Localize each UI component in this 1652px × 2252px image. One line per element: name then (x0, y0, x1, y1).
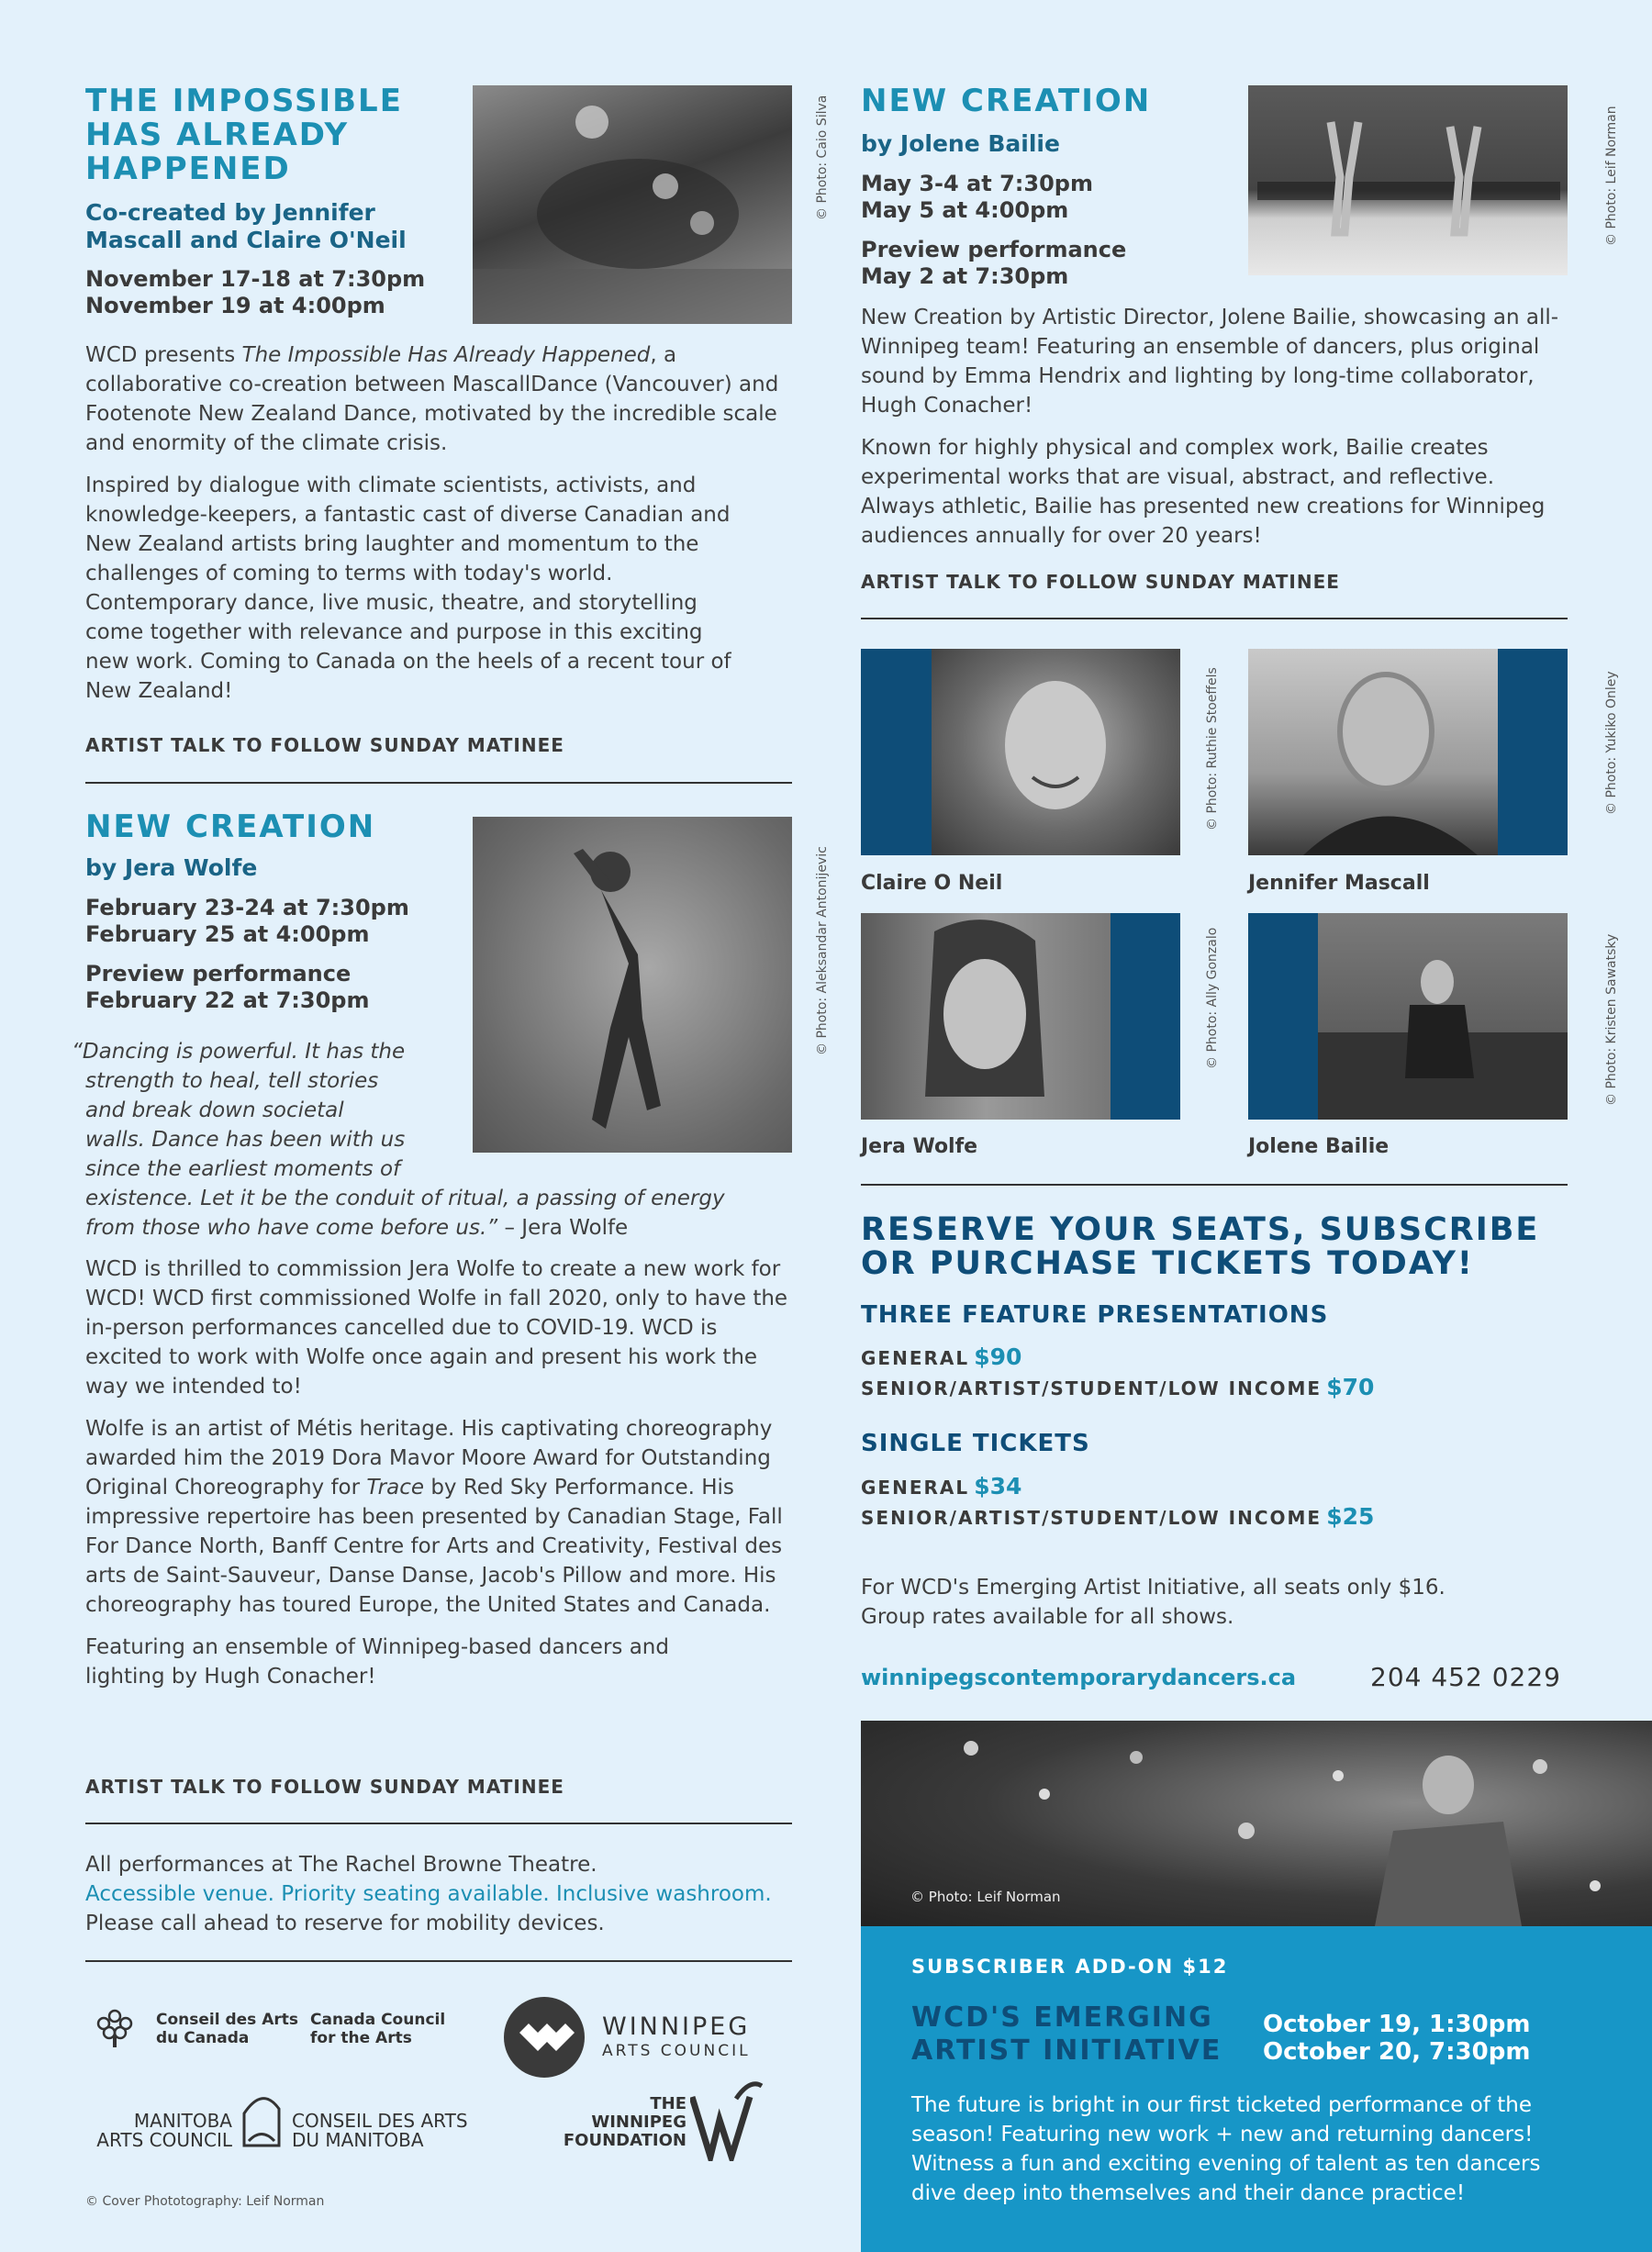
show3-title: NEW CREATION (861, 83, 1152, 119)
divider (85, 1823, 792, 1824)
show3-para2: Known for highly physical and complex work, Bailie creates experimental works that are visual, abstract, and reflective. Always athletic, Bailie has presented new creations for Winnipeg audiences annually for over 20 years! (861, 436, 1546, 548)
show3-subtitle: by Jolene Bailie (861, 130, 1060, 157)
single-price-senior: SENIOR/ARTIST/STUDENT/LOW INCOME $25 (861, 1503, 1375, 1530)
portrait-name: Jera Wolfe (861, 1135, 978, 1158)
portrait-credit: © Photo: Kristen Sawatsky (1604, 933, 1619, 1106)
show2-subtitle: by Jera Wolfe (85, 854, 258, 881)
single-tickets-title: SINGLE TICKETS (861, 1430, 1090, 1457)
feature-presentations-title: THREE FEATURE PRESENTATIONS (861, 1301, 1329, 1329)
show3-artist-talk: ARTIST TALK TO FOLLOW SUNDAY MATINEE (861, 571, 1340, 593)
canada-council-logo: Conseil des Arts du Canada Canada Council for the Arts (87, 2003, 454, 2049)
portrait-jolene-bailie (1248, 913, 1568, 1120)
portrait-claire-oneil (861, 649, 1180, 855)
canada-council-tree-icon (87, 2003, 142, 2049)
addon-box (861, 1926, 1652, 2252)
divider (861, 1184, 1568, 1186)
show1-para1: WCD presents The Impossible Has Already Happened, a collaborative co-creation between MascallDance (Vancouver) and Footenote New Zealand Dance, motivated by the incredible scale and enormity of the climate crisis. (85, 343, 779, 455)
website-link[interactable]: winnipegscontemporarydancers.ca (861, 1665, 1297, 1690)
show2-para3: Featuring an ensemble of Winnipeg-based dancers and lighting by Hugh Conacher! (85, 1635, 669, 1689)
show2-photo-credit: © Photo: Aleksandar Antonijevic (815, 846, 830, 1055)
portrait-jennifer-mascall (1248, 649, 1568, 855)
portrait-image (861, 913, 1111, 1120)
divider (85, 1960, 792, 1962)
show1-para2: Inspired by dialogue with climate scientists, activists, and knowledge-keepers, a fantastic cast of diverse Canadian and New Zealand artists bring laughter and momentum to the challenges of coming to terms with today's world. Contemporary dance, live music, theatre, and storytelling come together with relevance and purpose in this exciting new work. Coming to Canada on the heels of a recent tour of New Zealand! (85, 474, 731, 703)
divider (85, 782, 792, 784)
manitoba-leaf-icon (235, 2090, 288, 2155)
portrait-credit: © Photo: Ruthie Stoeffels (1205, 667, 1220, 831)
show3-body (861, 303, 1568, 563)
portrait-credit: © Photo: Yukiko Onley (1604, 671, 1619, 815)
show1-photo (473, 85, 792, 324)
divider (861, 618, 1568, 619)
show1-dates: November 17-18 at 7:30pm November 19 at 4:00pm (85, 266, 426, 318)
banner-photo-credit: © Photo: Leif Norman (910, 1889, 1061, 1905)
show3-photo (1248, 85, 1568, 275)
winnipeg-arts-council-icon (503, 1996, 586, 2079)
show2-body (85, 1254, 792, 1704)
show2-dates: February 23-24 at 7:30pm February 25 at 4:00pm Preview performance February 22 at 7:30pm (85, 895, 409, 1013)
reserve-heading: RESERVE YOUR SEATS, SUBSCRIBE OR PURCHASE TICKETS TODAY! (861, 1211, 1540, 1282)
cover-photo-credit: © Cover Phototography: Leif Norman (85, 2194, 325, 2209)
show2-para2: Wolfe is an artist of Métis heritage. His captivating choreography awarded him the 2019 Dora Mavor Moore Award for Outstanding Original Choreography for Trace by Red Sky Performance. His impressive repertoire has been presented by Canadian Stage, Fall For Dance North, Banff Centre for Arts and Creativity, Festival des arts de Saint-Sauveur, Danse Danse, Jacob's Pillow and more. His choreography has toured Europe, the United States and Canada. (85, 1417, 783, 1617)
show1-photo-credit: © Photo: Caio Silva (815, 95, 830, 220)
show2-para1: WCD is thrilled to commission Jera Wolfe to create a new work for WCD! WCD first commissioned Wolfe in fall 2020, only to have the in-person performances cancelled due to COVID-19. WCD is excited to work with Wolfe once again and present his work the way we intended to! (85, 1257, 788, 1399)
winnipeg-foundation-logo: THE WINNIPEG FOUNDATION (551, 2079, 771, 2161)
phone-number: 204 452 0229 (1370, 1662, 1561, 1692)
show3-para1: New Creation by Artistic Director, Jolene Bailie, showcasing an all-Winnipeg team! Featuring an ensemble of dancers, plus original sound by Emma Hendrix and lighting by long-time collaborator, Hugh Conacher! (861, 306, 1559, 418)
portrait-credit: © Photo: Ally Gonzalo (1205, 927, 1220, 1069)
show1-body (85, 340, 783, 719)
feature-price-general: GENERAL $90 (861, 1343, 1022, 1370)
show3-dates: May 3-4 at 7:30pm May 5 at 4:00pm Preview performance May 2 at 7:30pm (861, 171, 1127, 289)
show3-photo-credit: © Photo: Leif Norman (1604, 106, 1619, 246)
winnipeg-arts-council-logo: WINNIPEG ARTS COUNCIL (503, 1996, 778, 2079)
reserve-notes: For WCD's Emerging Artist Initiative, all seats only $16. Group rates available for all shows. (861, 1576, 1446, 1629)
show1-subtitle: Co-created by Jennifer Mascall and Claire O'Neil (85, 199, 407, 253)
show1-artist-talk: ARTIST TALK TO FOLLOW SUNDAY MATINEE (85, 734, 564, 756)
venue-info: All performances at The Rachel Browne Theatre. Accessible venue. Priority seating available. Inclusive washroom. Please call ahead to reserve for mobility devices. (85, 1853, 772, 1935)
dancers-group-image (473, 85, 792, 324)
portrait-jera-wolfe (861, 913, 1180, 1120)
portrait-name: Jolene Bailie (1248, 1135, 1390, 1158)
addon-title: WCD'S EMERGING ARTIST INITIATIVE (911, 2001, 1222, 2067)
show2-artist-talk: ARTIST TALK TO FOLLOW SUNDAY MATINEE (85, 1776, 564, 1798)
single-price-general: GENERAL $34 (861, 1473, 1022, 1499)
portrait-name: Claire O Neil (861, 872, 1003, 895)
show2-title: NEW CREATION (85, 808, 376, 845)
addon-dates: October 19, 1:30pm October 20, 7:30pm (1263, 2011, 1531, 2066)
dancers-handstand-image (1248, 85, 1568, 275)
show1-title: THE IMPOSSIBLE HAS ALREADY HAPPENED (85, 83, 403, 187)
manitoba-arts-council-logo: MANITOBA ARTS COUNCIL CONSEIL DES ARTS DU MANITOBA (85, 2090, 508, 2155)
portrait-image (1248, 649, 1498, 855)
portrait-image (1318, 913, 1568, 1120)
portrait-image (932, 649, 1180, 855)
feature-price-senior: SENIOR/ARTIST/STUDENT/LOW INCOME $70 (861, 1374, 1375, 1400)
show2-quote: “Dancing is powerful. It has the strength to heal, tell stories and break down societal walls. Dance has been with us since the earliest moments of existence. Let it be the conduit of ritual, a passing of energy from those who have come before us.” – Jera Wolfe (72, 1040, 725, 1240)
addon-body: The future is bright in our first ticketed performance of the season! Featuring new work + new and returning dancers! Witness a fun and exciting evening of talent as ten dancers dive deep into themselves and their dance practice! (911, 2093, 1541, 2205)
winnipeg-foundation-w-icon (690, 2079, 764, 2161)
portrait-name: Jennifer Mascall (1248, 872, 1430, 895)
addon-label: SUBSCRIBER ADD-ON $12 (911, 1956, 1229, 1978)
